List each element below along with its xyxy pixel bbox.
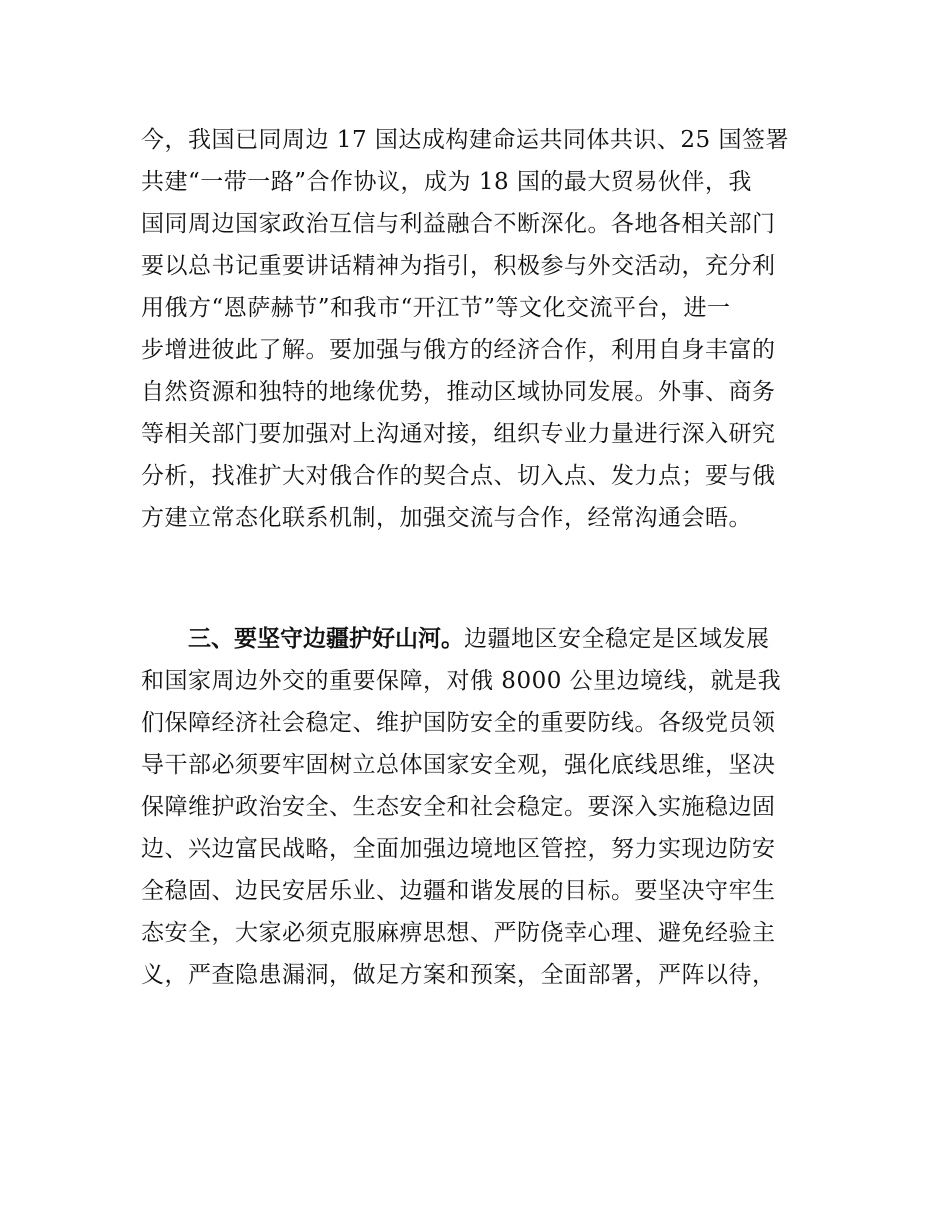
- section-heading-continuation: 边疆地区安全稳定是区域发展: [464, 626, 770, 652]
- paragraph-2-line: 导干部必须要牢固树立总体国家安全观，强化底线思维，坚决: [141, 752, 776, 778]
- paragraph-2-line: 和国家周边外交的重要保障，对俄 8000 公里边境线，就是我: [141, 668, 782, 694]
- paragraph-2-line: 态安全，大家必须克服麻痹思想、严防侥幸心理、避免经验主: [141, 920, 776, 946]
- section-heading: 三、要坚守边疆护好山河。: [188, 626, 464, 652]
- paragraph-2-first-line: [141, 618, 821, 660]
- paragraph-1: [141, 119, 821, 539]
- paragraph-1-line: 共建“一带一路”合作协议，成为 18 国的最大贸易伙伴，我: [141, 169, 752, 195]
- paragraph-2: [141, 618, 821, 996]
- paragraph-2-line: 边、兴边富民战略，全面加强边境地区管控，努力实现边防安: [141, 836, 776, 862]
- paragraph-1-line: 用俄方“恩萨赫节”和我市“开江节”等文化交流平台，进一: [141, 295, 731, 321]
- paragraph-2-line: 们保障经济社会稳定、维护国防安全的重要防线。各级党员领: [141, 710, 776, 736]
- paragraph-1-line: 自然资源和独特的地缘优势，推动区域协同发展。外事、商务: [141, 379, 776, 405]
- paragraph-2-line: 保障维护政治安全、生态安全和社会稳定。要深入实施稳边固: [141, 794, 776, 820]
- paragraph-1-line: 今，我国已同周边 17 国达成构建命运共同体共识、25 国签署: [141, 127, 789, 153]
- paragraph-2-line: 全稳固、边民安居乐业、边疆和谐发展的目标。要坚决守牢生: [141, 878, 776, 904]
- paragraph-1-line: 步增进彼此了解。要加强与俄方的经济合作，利用自身丰富的: [141, 337, 776, 363]
- paragraph-1-line: 等相关部门要加强对上沟通对接，组织专业力量进行深入研究: [141, 421, 776, 447]
- paragraph-1-line: 要以总书记重要讲话精神为指引，积极参与外交活动，充分利: [141, 253, 776, 279]
- paragraph-2-line: 义，严查隐患漏洞，做足方案和预案，全面部署，严阵以待，: [141, 962, 776, 988]
- paragraph-1-line: 分析，找准扩大对俄合作的契合点、切入点、发力点；要与俄: [141, 463, 776, 489]
- paragraph-1-line: 方建立常态化联系机制，加强交流与合作，经常沟通会晤。: [141, 505, 752, 531]
- paragraph-1-line: 国同周边国家政治互信与利益融合不断深化。各地各相关部门: [141, 211, 776, 237]
